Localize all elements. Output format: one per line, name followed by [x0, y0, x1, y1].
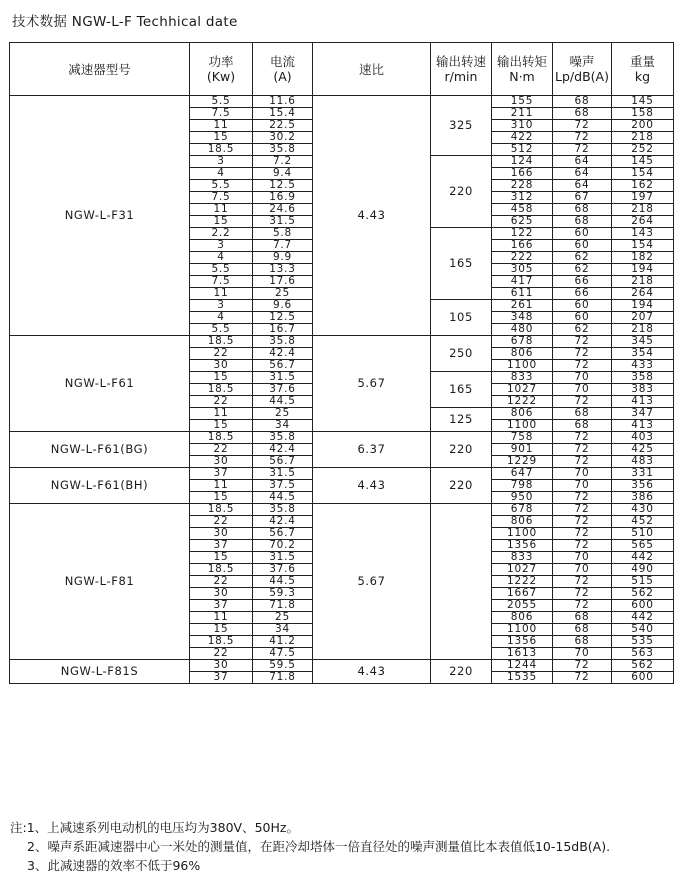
- current-cell: 59.3: [253, 588, 313, 600]
- speed-cell: 250: [431, 336, 492, 372]
- power-cell: 4: [190, 252, 253, 264]
- power-cell: 15: [190, 552, 253, 564]
- torque-cell: 1667: [492, 588, 553, 600]
- model-cell: NGW-L-F61(BG): [10, 432, 190, 468]
- table-row: [10, 468, 674, 480]
- weight-cell: 347: [612, 408, 674, 420]
- weight-cell: 430: [612, 504, 674, 516]
- power-cell: 18.5: [190, 144, 253, 156]
- power-cell: 7.5: [190, 108, 253, 120]
- table-row: [10, 660, 674, 672]
- speed-cell: 325: [431, 96, 492, 156]
- noise-cell: 68: [553, 216, 612, 228]
- power-cell: 18.5: [190, 564, 253, 576]
- torque-cell: 480: [492, 324, 553, 336]
- noise-cell: 70: [553, 468, 612, 480]
- noise-cell: 70: [553, 480, 612, 492]
- current-cell: 35.8: [253, 336, 313, 348]
- noise-cell: 72: [553, 456, 612, 468]
- noise-cell: 66: [553, 288, 612, 300]
- noise-cell: 72: [553, 576, 612, 588]
- weight-cell: 356: [612, 480, 674, 492]
- torque-cell: 458: [492, 204, 553, 216]
- power-cell: 2.2: [190, 228, 253, 240]
- power-cell: 30: [190, 660, 253, 672]
- model-cell: NGW-L-F81: [10, 504, 190, 660]
- weight-cell: 386: [612, 492, 674, 504]
- current-cell: 22.5: [253, 120, 313, 132]
- noise-cell: 68: [553, 624, 612, 636]
- page-title: 技术数据 NGW-L-F Techhical date: [12, 14, 238, 30]
- current-cell: 37.6: [253, 564, 313, 576]
- power-cell: 18.5: [190, 636, 253, 648]
- power-cell: 15: [190, 624, 253, 636]
- noise-cell: 72: [553, 336, 612, 348]
- speed-cell: 220: [431, 468, 492, 504]
- weight-cell: 143: [612, 228, 674, 240]
- power-cell: 18.5: [190, 432, 253, 444]
- current-cell: 16.9: [253, 192, 313, 204]
- power-cell: 3: [190, 156, 253, 168]
- spec-table: [9, 42, 674, 684]
- weight-cell: 345: [612, 336, 674, 348]
- weight-cell: 600: [612, 600, 674, 612]
- note-3: 3、此减速器的效率不低于96%: [27, 858, 201, 873]
- weight-cell: 200: [612, 120, 674, 132]
- speed-cell: 220: [431, 432, 492, 468]
- weight-cell: 264: [612, 288, 674, 300]
- noise-cell: 72: [553, 492, 612, 504]
- current-cell: 42.4: [253, 348, 313, 360]
- weight-cell: 510: [612, 528, 674, 540]
- power-cell: 30: [190, 456, 253, 468]
- noise-cell: 68: [553, 636, 612, 648]
- current-cell: 25: [253, 612, 313, 624]
- torque-cell: 312: [492, 192, 553, 204]
- power-cell: 5.5: [190, 96, 253, 108]
- noise-cell: 60: [553, 240, 612, 252]
- weight-cell: 600: [612, 672, 674, 684]
- current-cell: 42.4: [253, 516, 313, 528]
- noise-cell: 72: [553, 432, 612, 444]
- weight-cell: 252: [612, 144, 674, 156]
- torque-cell: 211: [492, 108, 553, 120]
- power-cell: 22: [190, 444, 253, 456]
- weight-cell: 442: [612, 552, 674, 564]
- current-cell: 17.6: [253, 276, 313, 288]
- weight-cell: 563: [612, 648, 674, 660]
- current-cell: 44.5: [253, 576, 313, 588]
- torque-cell: 261: [492, 300, 553, 312]
- current-cell: 56.7: [253, 528, 313, 540]
- current-cell: 12.5: [253, 180, 313, 192]
- weight-cell: 218: [612, 324, 674, 336]
- torque-cell: 798: [492, 480, 553, 492]
- weight-cell: 358: [612, 372, 674, 384]
- weight-cell: 383: [612, 384, 674, 396]
- current-cell: 11.6: [253, 96, 313, 108]
- noise-cell: 68: [553, 612, 612, 624]
- ratio-cell: 5.67: [313, 504, 431, 660]
- current-cell: 35.8: [253, 144, 313, 156]
- weight-cell: 331: [612, 468, 674, 480]
- speed-cell: [431, 504, 492, 660]
- noise-cell: 60: [553, 228, 612, 240]
- header-torque: 输出转矩 N·m: [492, 43, 553, 96]
- header-current: 电流 (A): [253, 43, 313, 96]
- weight-cell: 154: [612, 168, 674, 180]
- table-row: [10, 432, 674, 444]
- weight-cell: 562: [612, 588, 674, 600]
- power-cell: 11: [190, 480, 253, 492]
- ratio-cell: 4.43: [313, 96, 431, 336]
- power-cell: 15: [190, 492, 253, 504]
- current-cell: 5.8: [253, 228, 313, 240]
- weight-cell: 483: [612, 456, 674, 468]
- weight-cell: 490: [612, 564, 674, 576]
- noise-cell: 72: [553, 444, 612, 456]
- current-cell: 56.7: [253, 456, 313, 468]
- power-cell: 15: [190, 132, 253, 144]
- header-model: 减速器型号: [10, 43, 190, 96]
- header-row: [10, 43, 674, 96]
- noise-cell: 62: [553, 264, 612, 276]
- torque-cell: 417: [492, 276, 553, 288]
- current-cell: 41.2: [253, 636, 313, 648]
- current-cell: 7.2: [253, 156, 313, 168]
- torque-cell: 1356: [492, 636, 553, 648]
- weight-cell: 218: [612, 132, 674, 144]
- weight-cell: 194: [612, 300, 674, 312]
- power-cell: 4: [190, 312, 253, 324]
- header-noise: 噪声 Lp/dB(A): [553, 43, 612, 96]
- noise-cell: 64: [553, 180, 612, 192]
- notes: [10, 818, 610, 875]
- noise-cell: 72: [553, 588, 612, 600]
- torque-cell: 678: [492, 504, 553, 516]
- power-cell: 5.5: [190, 180, 253, 192]
- torque-cell: 806: [492, 612, 553, 624]
- power-cell: 18.5: [190, 504, 253, 516]
- weight-cell: 452: [612, 516, 674, 528]
- current-cell: 24.6: [253, 204, 313, 216]
- current-cell: 7.7: [253, 240, 313, 252]
- weight-cell: 354: [612, 348, 674, 360]
- weight-cell: 154: [612, 240, 674, 252]
- current-cell: 30.2: [253, 132, 313, 144]
- spec-table-body: [10, 96, 674, 684]
- torque-cell: 1535: [492, 672, 553, 684]
- weight-cell: 158: [612, 108, 674, 120]
- noise-cell: 70: [553, 384, 612, 396]
- ratio-cell: 5.67: [313, 336, 431, 432]
- speed-cell: 105: [431, 300, 492, 336]
- weight-cell: 194: [612, 264, 674, 276]
- model-cell: NGW-L-F31: [10, 96, 190, 336]
- current-cell: 31.5: [253, 552, 313, 564]
- noise-cell: 70: [553, 648, 612, 660]
- power-cell: 37: [190, 468, 253, 480]
- weight-cell: 218: [612, 276, 674, 288]
- noise-cell: 72: [553, 396, 612, 408]
- power-cell: 4: [190, 168, 253, 180]
- power-cell: 18.5: [190, 336, 253, 348]
- current-cell: 70.2: [253, 540, 313, 552]
- power-cell: 11: [190, 612, 253, 624]
- current-cell: 34: [253, 624, 313, 636]
- table-row: [10, 96, 674, 108]
- noise-cell: 64: [553, 156, 612, 168]
- weight-cell: 433: [612, 360, 674, 372]
- power-cell: 3: [190, 300, 253, 312]
- power-cell: 18.5: [190, 384, 253, 396]
- speed-cell: 125: [431, 408, 492, 432]
- weight-cell: 413: [612, 420, 674, 432]
- torque-cell: 1222: [492, 396, 553, 408]
- torque-cell: 222: [492, 252, 553, 264]
- torque-cell: 1100: [492, 420, 553, 432]
- current-cell: 37.6: [253, 384, 313, 396]
- table-row: [10, 504, 674, 516]
- noise-cell: 68: [553, 96, 612, 108]
- torque-cell: 647: [492, 468, 553, 480]
- speed-cell: 220: [431, 660, 492, 684]
- current-cell: 35.8: [253, 432, 313, 444]
- torque-cell: 228: [492, 180, 553, 192]
- torque-cell: 422: [492, 132, 553, 144]
- weight-cell: 162: [612, 180, 674, 192]
- note-2: 2、噪声系距减速器中心一米处的测量值，在距冷却塔体一倍直径处的噪声测量值比本表值低10-15dB(A).: [27, 839, 611, 854]
- torque-cell: 166: [492, 240, 553, 252]
- power-cell: 22: [190, 576, 253, 588]
- weight-cell: 413: [612, 396, 674, 408]
- torque-cell: 833: [492, 552, 553, 564]
- current-cell: 34: [253, 420, 313, 432]
- speed-cell: 165: [431, 228, 492, 300]
- weight-cell: 535: [612, 636, 674, 648]
- torque-cell: 1100: [492, 624, 553, 636]
- noise-cell: 72: [553, 348, 612, 360]
- torque-cell: 305: [492, 264, 553, 276]
- current-cell: 12.5: [253, 312, 313, 324]
- noise-cell: 68: [553, 420, 612, 432]
- power-cell: 37: [190, 672, 253, 684]
- ratio-cell: 6.37: [313, 432, 431, 468]
- current-cell: 9.9: [253, 252, 313, 264]
- noise-cell: 70: [553, 372, 612, 384]
- torque-cell: 1222: [492, 576, 553, 588]
- torque-cell: 833: [492, 372, 553, 384]
- noise-cell: 72: [553, 120, 612, 132]
- power-cell: 5.5: [190, 264, 253, 276]
- power-cell: 7.5: [190, 276, 253, 288]
- weight-cell: 540: [612, 624, 674, 636]
- noise-cell: 72: [553, 516, 612, 528]
- current-cell: 44.5: [253, 492, 313, 504]
- noise-cell: 68: [553, 108, 612, 120]
- torque-cell: 1229: [492, 456, 553, 468]
- torque-cell: 806: [492, 408, 553, 420]
- noise-cell: 72: [553, 132, 612, 144]
- current-cell: 42.4: [253, 444, 313, 456]
- power-cell: 37: [190, 600, 253, 612]
- current-cell: 31.5: [253, 372, 313, 384]
- current-cell: 9.6: [253, 300, 313, 312]
- power-cell: 11: [190, 408, 253, 420]
- current-cell: 25: [253, 288, 313, 300]
- torque-cell: 1613: [492, 648, 553, 660]
- power-cell: 5.5: [190, 324, 253, 336]
- current-cell: 35.8: [253, 504, 313, 516]
- torque-cell: 512: [492, 144, 553, 156]
- model-cell: NGW-L-F61: [10, 336, 190, 432]
- noise-cell: 68: [553, 204, 612, 216]
- torque-cell: 678: [492, 336, 553, 348]
- noise-cell: 72: [553, 504, 612, 516]
- torque-cell: 1244: [492, 660, 553, 672]
- weight-cell: 145: [612, 96, 674, 108]
- current-cell: 44.5: [253, 396, 313, 408]
- power-cell: 11: [190, 120, 253, 132]
- current-cell: 37.5: [253, 480, 313, 492]
- torque-cell: 124: [492, 156, 553, 168]
- torque-cell: 806: [492, 348, 553, 360]
- torque-cell: 901: [492, 444, 553, 456]
- torque-cell: 1356: [492, 540, 553, 552]
- header-power: 功率 (Kw): [190, 43, 253, 96]
- current-cell: 71.8: [253, 600, 313, 612]
- noise-cell: 62: [553, 252, 612, 264]
- power-cell: 11: [190, 288, 253, 300]
- header-ratio: 速比: [313, 43, 431, 96]
- current-cell: 56.7: [253, 360, 313, 372]
- noise-cell: 60: [553, 300, 612, 312]
- torque-cell: 2055: [492, 600, 553, 612]
- current-cell: 47.5: [253, 648, 313, 660]
- power-cell: 30: [190, 360, 253, 372]
- current-cell: 25: [253, 408, 313, 420]
- weight-cell: 218: [612, 204, 674, 216]
- current-cell: 16.7: [253, 324, 313, 336]
- current-cell: 71.8: [253, 672, 313, 684]
- speed-cell: 165: [431, 372, 492, 408]
- current-cell: 31.5: [253, 216, 313, 228]
- weight-cell: 515: [612, 576, 674, 588]
- weight-cell: 403: [612, 432, 674, 444]
- current-cell: 59.5: [253, 660, 313, 672]
- torque-cell: 1027: [492, 564, 553, 576]
- noise-cell: 68: [553, 408, 612, 420]
- weight-cell: 264: [612, 216, 674, 228]
- current-cell: 31.5: [253, 468, 313, 480]
- noise-cell: 72: [553, 144, 612, 156]
- power-cell: 11: [190, 204, 253, 216]
- noise-cell: 72: [553, 540, 612, 552]
- current-cell: 13.3: [253, 264, 313, 276]
- power-cell: 37: [190, 540, 253, 552]
- power-cell: 22: [190, 396, 253, 408]
- power-cell: 15: [190, 372, 253, 384]
- current-cell: 15.4: [253, 108, 313, 120]
- power-cell: 3: [190, 240, 253, 252]
- weight-cell: 562: [612, 660, 674, 672]
- current-cell: 9.4: [253, 168, 313, 180]
- note-1: 注:1、上减速系列电动机的电压均为380V、50Hz。: [10, 820, 299, 835]
- noise-cell: 66: [553, 276, 612, 288]
- header-weight: 重量 kg: [612, 43, 674, 96]
- power-cell: 15: [190, 420, 253, 432]
- noise-cell: 70: [553, 552, 612, 564]
- noise-cell: 62: [553, 324, 612, 336]
- power-cell: 30: [190, 528, 253, 540]
- torque-cell: 310: [492, 120, 553, 132]
- ratio-cell: 4.43: [313, 468, 431, 504]
- torque-cell: 758: [492, 432, 553, 444]
- weight-cell: 425: [612, 444, 674, 456]
- torque-cell: 348: [492, 312, 553, 324]
- power-cell: 22: [190, 348, 253, 360]
- power-cell: 30: [190, 588, 253, 600]
- ratio-cell: 4.43: [313, 660, 431, 684]
- torque-cell: 1100: [492, 528, 553, 540]
- torque-cell: 950: [492, 492, 553, 504]
- weight-cell: 565: [612, 540, 674, 552]
- noise-cell: 72: [553, 660, 612, 672]
- torque-cell: 611: [492, 288, 553, 300]
- torque-cell: 1100: [492, 360, 553, 372]
- noise-cell: 72: [553, 600, 612, 612]
- table-row: [10, 336, 674, 348]
- noise-cell: 70: [553, 564, 612, 576]
- weight-cell: 197: [612, 192, 674, 204]
- torque-cell: 166: [492, 168, 553, 180]
- weight-cell: 182: [612, 252, 674, 264]
- noise-cell: 60: [553, 312, 612, 324]
- noise-cell: 72: [553, 360, 612, 372]
- torque-cell: 806: [492, 516, 553, 528]
- power-cell: 7.5: [190, 192, 253, 204]
- weight-cell: 207: [612, 312, 674, 324]
- noise-cell: 72: [553, 672, 612, 684]
- torque-cell: 625: [492, 216, 553, 228]
- model-cell: NGW-L-F81S: [10, 660, 190, 684]
- noise-cell: 64: [553, 168, 612, 180]
- torque-cell: 155: [492, 96, 553, 108]
- noise-cell: 67: [553, 192, 612, 204]
- model-cell: NGW-L-F61(BH): [10, 468, 190, 504]
- speed-cell: 220: [431, 156, 492, 228]
- header-speed: 输出转速 r/min: [431, 43, 492, 96]
- power-cell: 22: [190, 516, 253, 528]
- noise-cell: 72: [553, 528, 612, 540]
- torque-cell: 122: [492, 228, 553, 240]
- weight-cell: 442: [612, 612, 674, 624]
- power-cell: 15: [190, 216, 253, 228]
- power-cell: 22: [190, 648, 253, 660]
- weight-cell: 145: [612, 156, 674, 168]
- torque-cell: 1027: [492, 384, 553, 396]
